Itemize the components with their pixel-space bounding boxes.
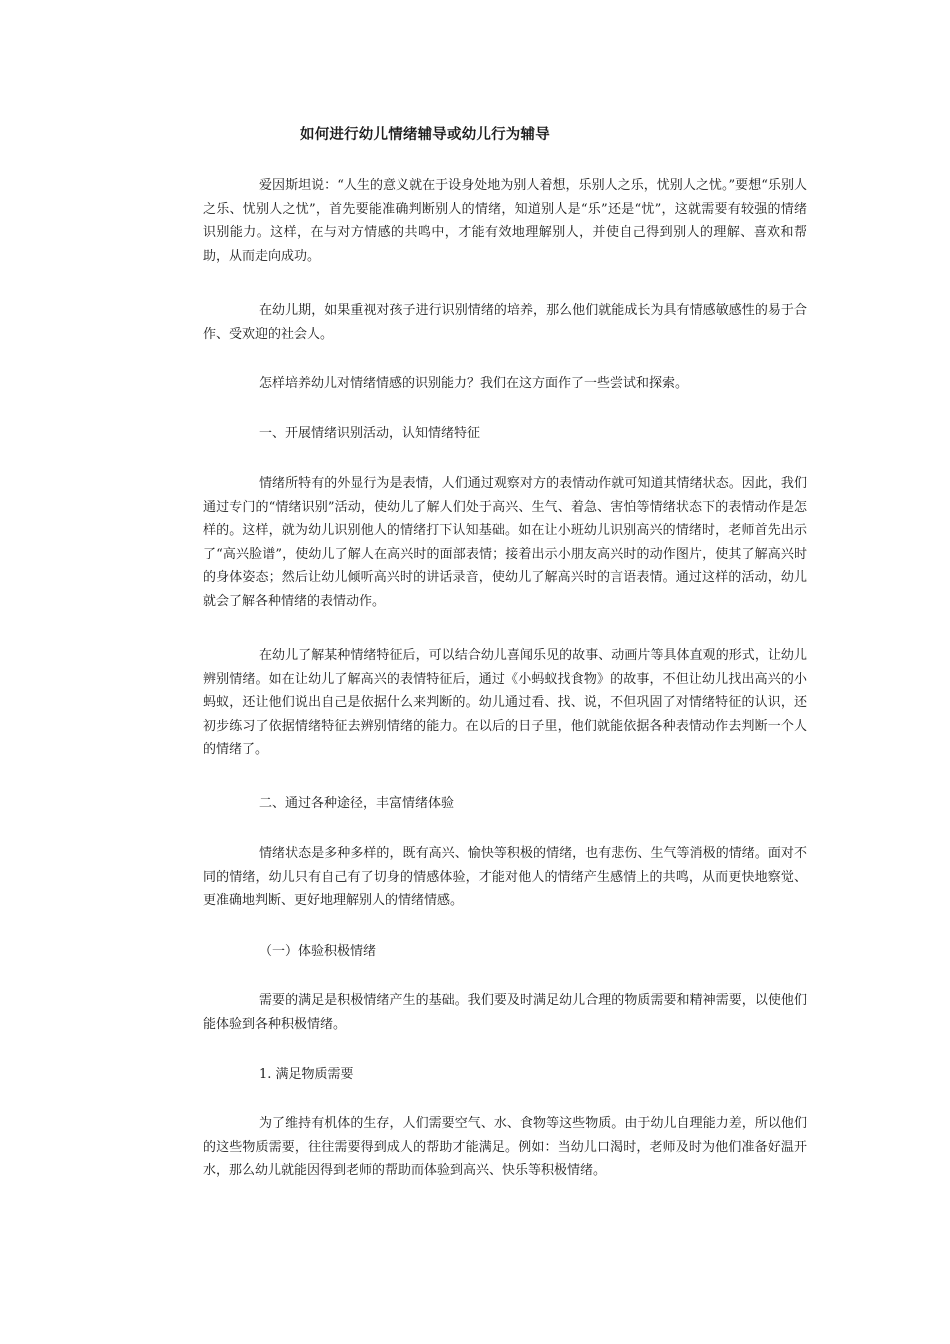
- subsection-heading-1: （一）体验积极情绪: [259, 944, 377, 959]
- paragraph-how-to-train: 怎样培养幼儿对情绪情感的识别能力？我们在这方面作了一些尝试和探索。: [259, 376, 689, 391]
- paragraph-early-childhood: 在幼儿期，如果重视对孩子进行识别情绪的培养，那么他们就能成长为具有情感敏感性的易于合作、受欢迎的社会人。: [203, 303, 807, 342]
- paragraph-einstein-quote: 爱因斯坦说：“人生的意义就在于设身处地为别人着想，乐别人之乐，忧别人之忧。”要想“乐别人之乐、忧别人之忧”，首先要能准确判断别人的情绪，知道别人是“乐”还是“忧”，这就需要有较强的情绪识别能力。这样，在与对方情感的共鸣中，才能有效地理解别人，并使自己得到别人的理解、喜欢和帮助，从而走向成功。: [203, 178, 807, 264]
- section-heading-1: 一、开展情绪识别活动，认知情绪特征: [259, 426, 481, 441]
- subsection-heading-material-needs: 1. 满足物质需要: [259, 1067, 354, 1082]
- paragraph-material-needs: 为了维持有机体的生存，人们需要空气、水、食物等这些物质。由于幼儿自理能力差，所以他们的这些物质需要，往往需要得到成人的帮助才能满足。例如：当幼儿口渴时，老师及时为他们准备好温开水，那么幼儿就能因得到老师的帮助而体验到高兴、快乐等积极情绪。: [203, 1116, 807, 1179]
- section-heading-2: 二、通过各种途径，丰富情绪体验: [259, 796, 455, 811]
- paragraph-facial-expressions: 情绪所特有的外显行为是表情，人们通过观察对方的表情动作就可知道其情绪状态。因此，我们通过专门的“情绪识别”活动，使幼儿了解人们处于高兴、生气、着急、害怕等情绪状态下的表情动作是怎样的。这样，就为幼儿识别他人的情绪打下认知基础。如在让小班幼儿识别高兴的情绪时，老师首先出示了“高兴脸谱”，使幼儿了解人在高兴时的面部表情；接着出示小朋友高兴时的动作图片，使其了解高兴时的身体姿态；然后让幼儿倾听高兴时的讲话录音，使幼儿了解高兴时的言语表情。通过这样的活动，幼儿就会了解各种情绪的表情动作。: [203, 476, 807, 609]
- paragraph-emotion-states: 情绪状态是多种多样的，既有高兴、愉快等积极的情绪，也有悲伤、生气等消极的情绪。面对不同的情绪，幼儿只有自己有了切身的情感体验，才能对他人的情绪产生感情上的共鸣，从而更快地察觉、更准确地判断、更好地理解别人的情绪情感。: [203, 846, 807, 909]
- paragraph-stories: 在幼儿了解某种情绪特征后，可以结合幼儿喜闻乐见的故事、动画片等具体直观的形式，让幼儿辨别情绪。如在让幼儿了解高兴的表情特征后，通过《小蚂蚁找食物》的故事，不但让幼儿找出高兴的小蚂蚁，还让他们说出自己是依据什么来判断的。幼儿通过看、找、说，不但巩固了对情绪特征的认识，还初步练习了依据情绪特征去辨别情绪的能力。在以后的日子里，他们就能依据各种表情动作去判断一个人的情绪了。: [203, 648, 807, 758]
- document-title: 如何进行幼儿情绪辅导或幼儿行为辅导: [300, 127, 550, 143]
- paragraph-needs: 需要的满足是积极情绪产生的基础。我们要及时满足幼儿合理的物质需要和精神需要，以使他们能体验到各种积极情绪。: [203, 993, 807, 1032]
